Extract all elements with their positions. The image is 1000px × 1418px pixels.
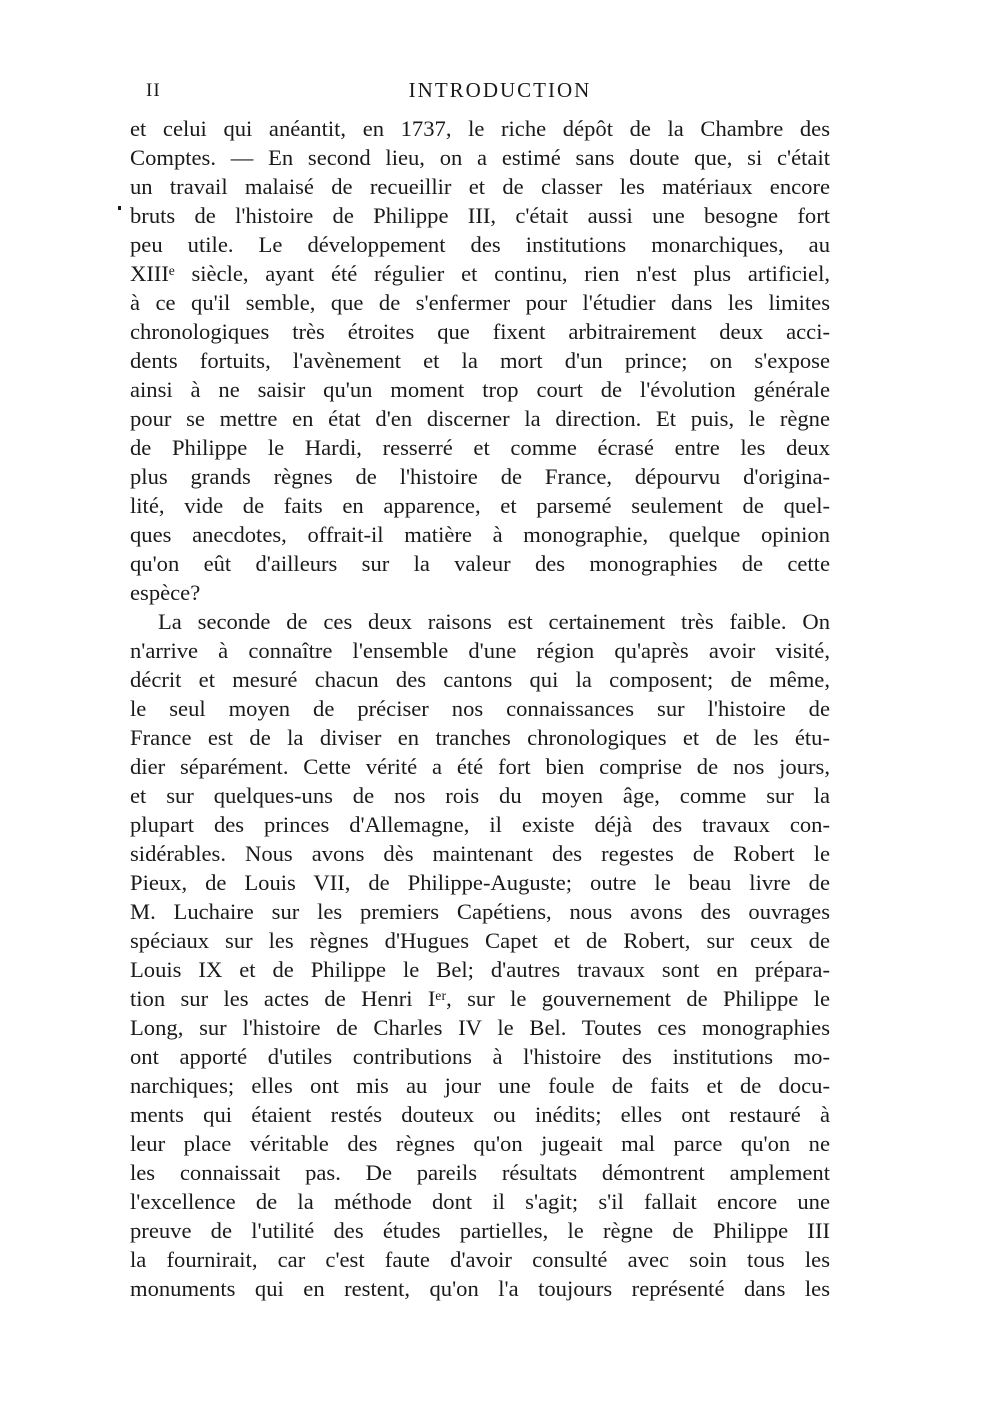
paragraph-start-line: La seconde de ces deux raisons est certainement très faible. On bbox=[158, 609, 830, 634]
text-line: ques anecdotes, offrait-il matière à monographie, quelque opinion bbox=[130, 522, 830, 547]
text-line: Comptes. — En second lieu, on a estimé sans doute que, si c'était bbox=[130, 145, 830, 170]
text-line: qu'on eût d'ailleurs sur la valeur des monographies de cette bbox=[130, 551, 830, 576]
text-line: peu utile. Le développement des institutions monarchiques, au bbox=[130, 232, 830, 257]
text-line: espèce? bbox=[130, 580, 201, 605]
text-line: plus grands règnes de l'histoire de France, dépourvu d'origina- bbox=[130, 464, 830, 489]
text-line: Pieux, de Louis VII, de Philippe-Auguste; outre le beau livre de bbox=[130, 870, 830, 895]
text-line: dents fortuits, l'avènement et la mort d'un prince; on s'expose bbox=[130, 348, 830, 373]
text-line: le seul moyen de préciser nos connaissances sur l'histoire de bbox=[130, 696, 830, 721]
running-head: INTRODUCTION bbox=[408, 78, 592, 102]
text-line: preuve de l'utilité des études partielles, le règne de Philippe III bbox=[130, 1218, 830, 1243]
text-line: pour se mettre en état d'en discerner la direction. Et puis, le règne bbox=[130, 406, 830, 431]
text-line: ont apporté d'utiles contributions à l'histoire des institutions mo- bbox=[130, 1044, 830, 1069]
text-line: leur place véritable des règnes qu'on jugeait mal parce qu'on ne bbox=[130, 1131, 830, 1156]
text-line: et sur quelques-uns de nos rois du moyen âge, comme sur la bbox=[130, 783, 830, 808]
text-line: ainsi à ne saisir qu'un moment trop court de l'évolution générale bbox=[130, 377, 830, 402]
text-line: plupart des princes d'Allemagne, il existe déjà des travaux con- bbox=[130, 812, 830, 837]
text-line: Long, sur l'histoire de Charles IV le Bel. Toutes ces monographies bbox=[130, 1015, 830, 1040]
text-line: un travail malaisé de recueillir et de classer les matériaux encore bbox=[130, 174, 830, 199]
text-line: Louis IX et de Philippe le Bel; d'autres travaux sont en prépara- bbox=[130, 957, 830, 982]
text-line: décrit et mesuré chacun des cantons qui la composent; de même, bbox=[130, 667, 830, 692]
text-line: sidérables. Nous avons dès maintenant des regestes de Robert le bbox=[130, 841, 830, 866]
text-line: n'arrive à connaître l'ensemble d'une région qu'après avoir visité, bbox=[130, 638, 830, 663]
text-line: et celui qui anéantit, en 1737, le riche dépôt de la Chambre des bbox=[130, 116, 830, 141]
text-line: bruts de l'histoire de Philippe III, c'était aussi une besogne fort bbox=[130, 203, 830, 228]
text-line: France est de la diviser en tranches chronologiques et de les étu- bbox=[130, 725, 830, 750]
text-line: tion sur les actes de Henri Iᵉʳ, sur le gouvernement de Philippe le bbox=[130, 986, 830, 1011]
text-line: la fournirait, car c'est faute d'avoir consulté avec soin tous les bbox=[130, 1247, 830, 1272]
text-line: chronologiques très étroites que fixent arbitrairement deux acci- bbox=[130, 319, 830, 344]
page-number: II bbox=[146, 80, 161, 101]
text-line: les connaissait pas. De pareils résultats démontrent amplement bbox=[130, 1160, 830, 1185]
margin-mark bbox=[118, 206, 121, 210]
text-line: XIIIᵉ siècle, ayant été régulier et continu, rien n'est plus artificiel, bbox=[130, 261, 830, 286]
text-line: à ce qu'il semble, que de s'enfermer pour l'étudier dans les limites bbox=[130, 290, 830, 315]
text-line: M. Luchaire sur les premiers Capétiens, nous avons des ouvrages bbox=[130, 899, 830, 924]
text-line: spéciaux sur les règnes d'Hugues Capet et de Robert, sur ceux de bbox=[130, 928, 830, 953]
body-text bbox=[130, 114, 830, 1303]
text-line: dier séparément. Cette vérité a été fort bien comprise de nos jours, bbox=[130, 754, 830, 779]
text-line: monuments qui en restent, qu'on l'a toujours représenté dans les bbox=[130, 1276, 830, 1301]
text-line: narchiques; elles ont mis au jour une foule de faits et de docu- bbox=[130, 1073, 830, 1098]
text-line: lité, vide de faits en apparence, et parsemé seulement de quel- bbox=[130, 493, 830, 518]
text-line: ments qui étaient restés douteux ou inédits; elles ont restauré à bbox=[130, 1102, 830, 1127]
text-line: de Philippe le Hardi, resserré et comme écrasé entre les deux bbox=[130, 435, 830, 460]
text-line: l'excellence de la méthode dont il s'agit; s'il fallait encore une bbox=[130, 1189, 830, 1214]
